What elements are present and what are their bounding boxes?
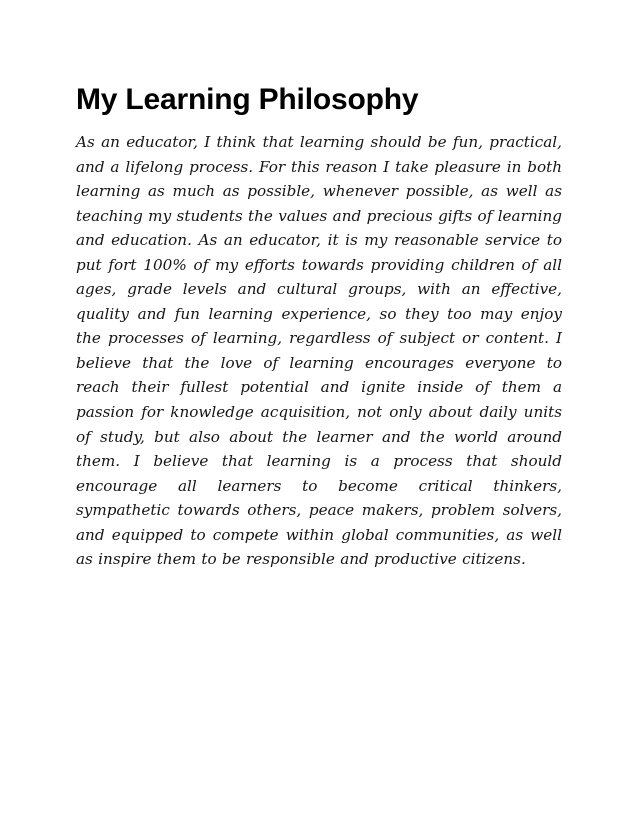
document-title: My Learning Philosophy	[76, 83, 419, 116]
document-page	[76, 80, 562, 572]
philosophy-paragraph: As an educator, I think that learning should be fun, practical, and a lifelong process. For this reason I take pleasure in both learning as much as possible, whenever possible, as well as teaching my students the values and precious gifts of learning and education. As an educator, it is my reasonable service to put fort 100% of my efforts towards providing children of all ages, grade levels and cultural groups, with an effective, quality and fun learning experience, so they too may enjoy the processes of learning, regardless of subject or content. I believe that the love of learning encourages everyone to reach their fullest potential and ignite inside of them a passion for knowledge acquisition, not only about daily units of study, but also about the learner and the world around them. I believe that learning is a process that should encourage all learners to become critical thinkers, sympathetic towards others, peace makers, problem solvers, and equipped to compete within global communities, as well as inspire them to be responsible and productive citizens.	[76, 133, 562, 569]
